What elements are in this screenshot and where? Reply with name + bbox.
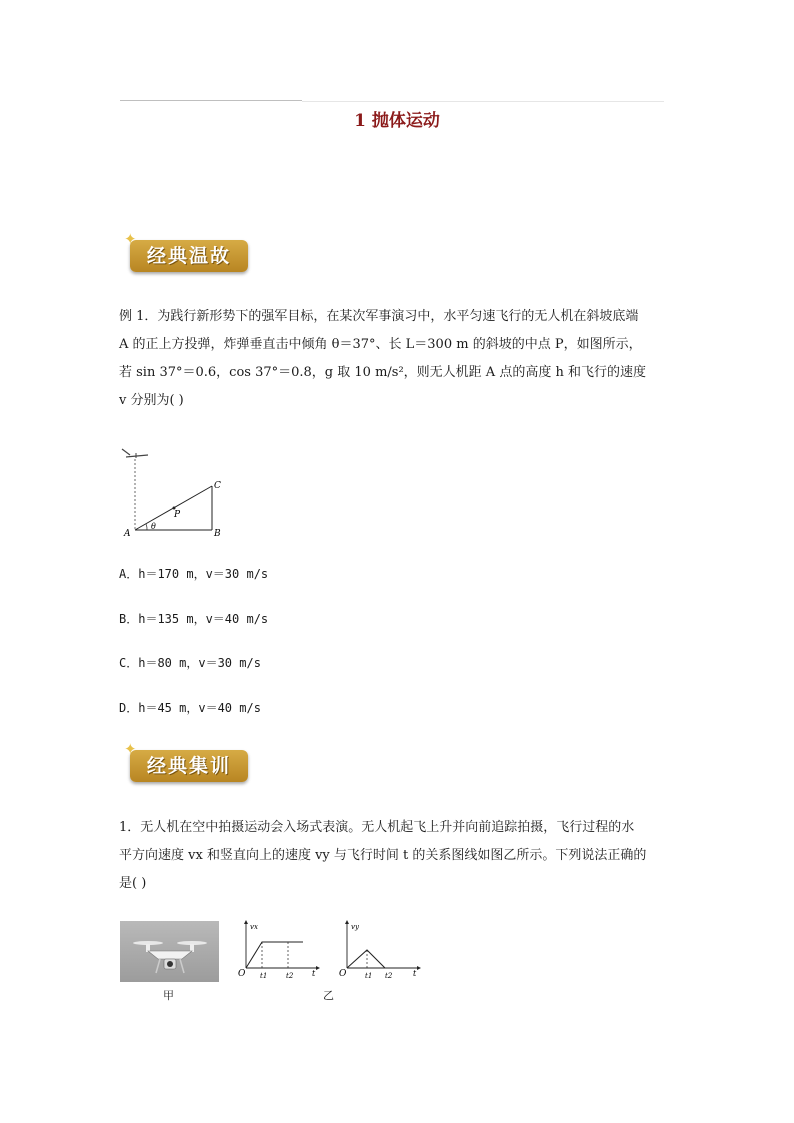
text-line: 是( ) (119, 876, 147, 891)
t2-label: t2 (286, 972, 294, 980)
drone-photo (120, 921, 219, 982)
slope-diagram (118, 443, 228, 543)
label-b: B (214, 529, 221, 539)
t1-label: t1 (260, 972, 268, 980)
y-arrow (345, 920, 349, 924)
text-line: A 的正上方投弹，炸弹垂直击中倾角 θ＝37°、长 L＝300 m 的斜坡的中点 P，如图所示， (119, 337, 642, 352)
star-icon: ✦ (124, 740, 137, 758)
section-banner-review (124, 230, 252, 274)
x-label: t (312, 969, 316, 978)
header-rule-left (120, 100, 302, 101)
label-p: P (174, 510, 181, 520)
option-a: A．h＝170 m，v＝30 m/s (119, 567, 269, 581)
angle-arc (146, 524, 147, 530)
t1-label: t1 (365, 972, 373, 980)
x-label: t (413, 969, 417, 978)
text-line: 平方向速度 vx 和竖直向上的速度 vy 与飞行时间 t 的关系图线如图乙所示。下列说法正确的 (119, 848, 647, 863)
option-d: D．h＝45 m，v＝40 m/s (119, 701, 261, 715)
y-label: vx (250, 923, 258, 931)
origin-label: O (238, 969, 246, 979)
question-1-text (119, 814, 679, 898)
text-line: 例 1．为践行新形势下的强军目标，在某次军事演习中，水平匀速飞行的无人机在斜坡底端 (119, 309, 639, 324)
text-line: 若 sin 37°＝0.6，cos 37°＝0.8，g 取 10 m/s²，则无人机距 A 点的高度 h 和飞行的速度 (119, 365, 646, 380)
vy-t-graph (337, 918, 421, 982)
label-theta: θ (151, 522, 156, 531)
caption-jia: 甲 (163, 989, 174, 1002)
vx-t-graph (236, 918, 320, 982)
text-line: 1．无人机在空中拍摄运动会入场式表演。无人机起飞上升并向前追踪拍摄，飞行过程的水 (119, 820, 635, 835)
section-banner-training (124, 740, 252, 784)
option-b: B．h＝135 m，v＝40 m/s (119, 612, 269, 626)
banner-label: 经典集训 (146, 755, 231, 777)
y-label: vy (351, 923, 359, 931)
t2-label: t2 (385, 972, 393, 980)
banner-label: 经典温故 (146, 245, 231, 267)
vy-curve (347, 950, 385, 968)
example-1-text (119, 303, 679, 415)
origin-label: O (339, 969, 347, 979)
y-arrow (244, 920, 248, 924)
x-arrow (417, 966, 421, 970)
x-arrow (316, 966, 320, 970)
drone-image-icon (120, 921, 219, 982)
vx-curve (246, 942, 303, 968)
label-a: A (124, 529, 131, 539)
caption-yi: 乙 (323, 989, 334, 1002)
label-c: C (214, 481, 221, 491)
page-title: 1 抛体运动 (354, 111, 440, 131)
star-icon: ✦ (124, 230, 137, 248)
header-rule-right (302, 101, 664, 102)
drone-icon (122, 449, 148, 458)
text-line: v 分别为( ) (119, 393, 184, 408)
option-c: C．h＝80 m，v＝30 m/s (119, 656, 261, 670)
